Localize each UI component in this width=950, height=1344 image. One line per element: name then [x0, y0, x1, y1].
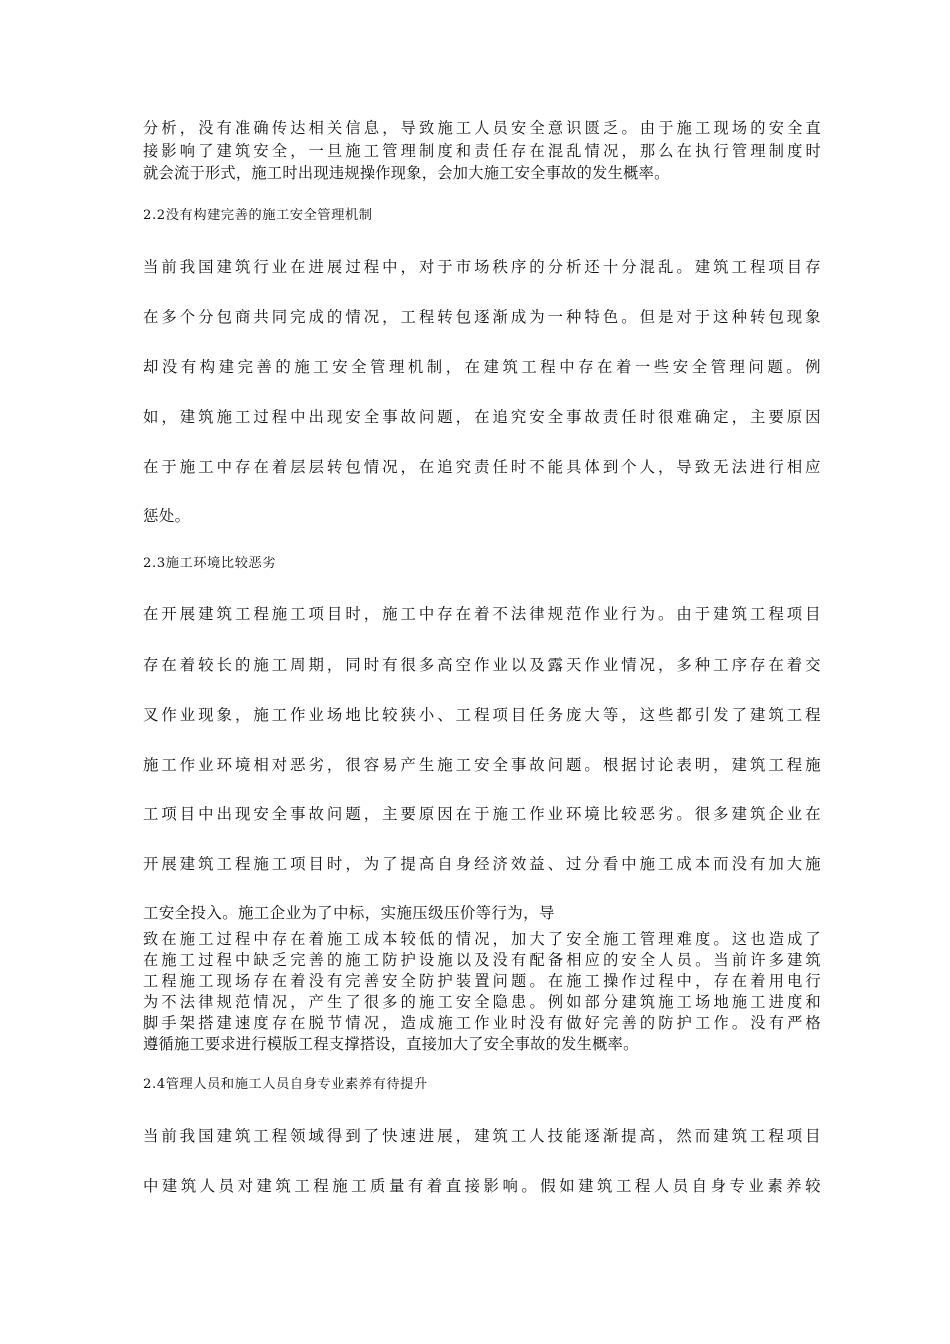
paragraph-line: 在施工过程中缺乏完善的施工防护设施以及没有配备相应的安全人员。当前许多建筑: [143, 951, 821, 969]
paragraph-line: 工项目中出现安全事故问题，主要原因在于施工作业环境比较恶劣。很多建筑企业在: [143, 805, 821, 823]
paragraph-line: 为不法律规范情况，产生了很多的施工安全隐患。例如部分建筑施工场地施工进度和: [143, 993, 821, 1011]
paragraph-line: 分析，没有准确传达相关信息，导致施工人员安全意识匮乏。由于施工现场的安全直: [143, 119, 821, 137]
paragraph-line: 在多个分包商共同完成的情况，工程转包逐渐成为一种特色。但是对于这种转包现象: [143, 308, 821, 326]
paragraph-line: 遵循施工要求进行模版工程支撑搭设，直接加大了安全事故的发生概率。: [143, 1035, 639, 1053]
paragraph-line: 工安全投入。施工企业为了中标，实施压级压价等行为，导: [143, 904, 555, 922]
paragraph-line: 工程施工现场存在着没有完善安全防护装置问题。在施工操作过程中，存在着用电行: [143, 972, 821, 990]
paragraph-line: 当前我国建筑工程领域得到了快速进展，建筑工人技能逐渐提高，然而建筑工程项目: [143, 1127, 821, 1145]
paragraph-line: 就会流于形式，施工时出现违规操作现象，会加大施工安全事故的发生概率。: [143, 164, 670, 182]
paragraph-line: 致在施工过程中存在着施工成本较低的情况，加大了安全施工管理难度。这也造成了: [143, 930, 821, 948]
paragraph-line: 脚手架搭建速度存在脱节情况，造成施工作业时没有做好完善的防护工作。没有严格: [143, 1014, 821, 1032]
section-heading-2-2: 2.2没有构建完善的施工安全管理机制: [143, 208, 373, 223]
paragraph-line: 如，建筑施工过程中出现安全事故问题，在追究安全事故责任时很难确定，主要原因: [143, 408, 821, 426]
paragraph-line: 当前我国建筑行业在进展过程中，对于市场秩序的分析还十分混乱。建筑工程项目存: [143, 258, 821, 276]
paragraph-line: 叉作业现象，施工作业场地比较狭小、工程项目任务庞大等，这些都引发了建筑工程: [143, 706, 821, 724]
paragraph-line: 存在着较长的施工周期，同时有很多高空作业以及露天作业情况，多种工序存在着交: [143, 656, 821, 674]
paragraph-line: 施工作业环境相对恶劣，很容易产生施工安全事故问题。根据讨论表明，建筑工程施: [143, 756, 821, 774]
paragraph-line: 开展建筑工程施工项目时，为了提高自身经济效益、过分看中施工成本而没有加大施: [143, 855, 821, 873]
paragraph-line: 惩处。: [143, 507, 191, 525]
paragraph-line: 接影响了建筑安全，一旦施工管理制度和责任存在混乱情况，那么在执行管理制度时: [143, 142, 821, 160]
paragraph-line: 在于施工中存在着层层转包情况，在追究责任时不能具体到个人，导致无法进行相应: [143, 458, 821, 476]
paragraph-line: 中建筑人员对建筑工程施工质量有着直接影响。假如建筑工程人员自身专业素养较: [143, 1177, 821, 1195]
paragraph-line: 却没有构建完善的施工安全管理机制，在建筑工程中存在着一些安全管理问题。例: [143, 358, 821, 376]
section-heading-2-3: 2.3施工环境比较恶劣: [143, 556, 277, 571]
paragraph-line: 在开展建筑工程施工项目时，施工中存在着不法律规范作业行为。由于建筑工程项目: [143, 605, 821, 623]
section-heading-2-4: 2.4管理人员和施工人员自身专业素养有待提升: [143, 1077, 428, 1092]
